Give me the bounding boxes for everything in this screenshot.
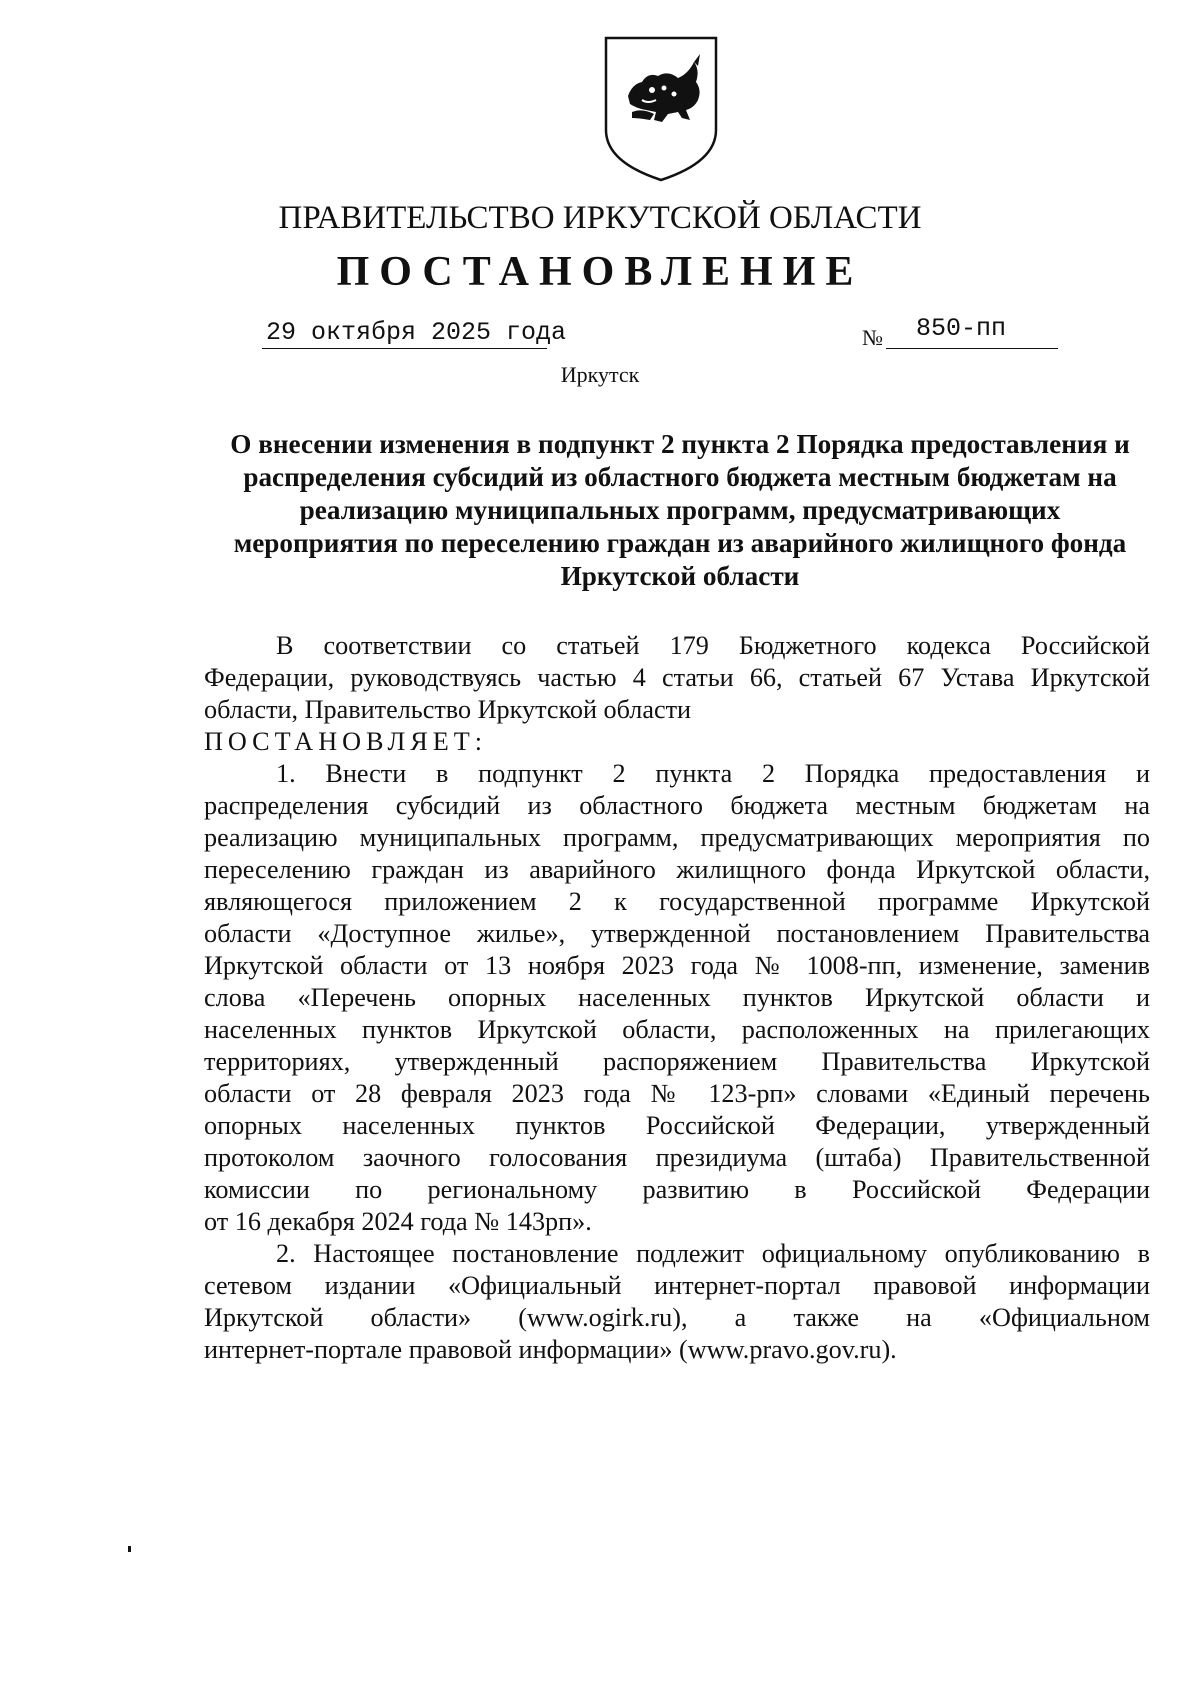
item1-line: Иркутской области от 13 ноября 2023 года № 1008-пп, изменение, заменив: [204, 951, 1150, 980]
item2-line: Иркутской области» (www.ogirk.ru), а также на «Официальном: [204, 1303, 1150, 1332]
document-type-title: ПОСТАНОВЛЕНИЕ: [336, 249, 864, 295]
subject-line: мероприятия по переселению граждан из аварийного жилищного фонда: [233, 528, 1127, 558]
item1-line: территориях, утвержденный распоряжением Правительства Иркутской: [204, 1047, 1150, 1076]
item1-line: реализацию муниципальных программ, предусматривающих мероприятия по: [204, 823, 1150, 852]
item1-line: опорных населенных пунктов Российской Федерации, утвержденный: [204, 1111, 1150, 1140]
item1-line: 1. Внести в подпункт 2 пункта 2 Порядка предоставления и: [276, 759, 1150, 788]
item1-line: протоколом заочного голосования президиума (штаба) Правительственной: [204, 1143, 1150, 1172]
item1-line: области от 28 февраля 2023 года № 123-рп» словами «Единый перечень: [204, 1079, 1150, 1108]
subject-line: реализацию муниципальных программ, предусматривающих: [299, 495, 1061, 525]
resolves-word: ПОСТАНОВЛЯЕТ:: [204, 727, 488, 756]
preamble-line: Федерации, руководствуясь частью 4 статьи 66, статьей 67 Устава Иркутской: [204, 663, 1150, 692]
item1-line: слова «Перечень опорных населенных пунктов Иркутской области и: [204, 983, 1150, 1012]
document-body: [204, 630, 1150, 1366]
item2-line: сетевом издании «Официальный интернет-портал правовой информации: [204, 1271, 1150, 1300]
city-name: Иркутск: [560, 362, 640, 387]
date-underline: [262, 348, 547, 349]
document-date: 29 октября 2025 года: [266, 318, 567, 347]
subject-line: распределения субсидий из областного бюджета местным бюджетам на: [243, 462, 1117, 492]
preamble-line: области, Правительство Иркутской области: [204, 695, 692, 724]
government-name: ПРАВИТЕЛЬСТВО ИРКУТСКОЙ ОБЛАСТИ: [278, 200, 922, 236]
coat-of-arms-icon: [602, 34, 720, 184]
scan-artifact: [128, 1546, 131, 1552]
item1-line: переселению граждан из аварийного жилищного фонда Иркутской области,: [204, 855, 1150, 884]
item1-line: являющегося приложением 2 к государственной программе Иркутской: [204, 887, 1150, 916]
item2-line: 2. Настоящее постановление подлежит официальному опубликованию в: [276, 1239, 1150, 1268]
subject-line: О внесении изменения в подпункт 2 пункта 2 Порядка предоставления и: [230, 429, 1130, 459]
document-subject: [200, 428, 1160, 593]
item1-line: комиссии по региональному развитию в Российской Федерации: [204, 1175, 1150, 1204]
number-sign: №: [862, 325, 883, 350]
item1-line: населенных пунктов Иркутской области, расположенных на прилегающих: [204, 1015, 1150, 1044]
coat-of-arms-emblem: [602, 34, 720, 184]
item2-line: интернет-портале правовой информации» (www.pravo.gov.ru).: [204, 1335, 897, 1364]
number-underline: [886, 348, 1058, 349]
subject-line: Иркутской области: [560, 561, 800, 591]
item1-line: области «Доступное жилье», утвержденной постановлением Правительства: [204, 919, 1150, 948]
item1-line: распределения субсидий из областного бюджета местным бюджетам на: [204, 791, 1150, 820]
document-number: 850-пп: [916, 314, 1007, 343]
item1-line: от 16 декабря 2024 года № 143рп».: [204, 1207, 592, 1236]
preamble-line: В соответствии со статьей 179 Бюджетного кодекса Российской: [276, 631, 1150, 660]
